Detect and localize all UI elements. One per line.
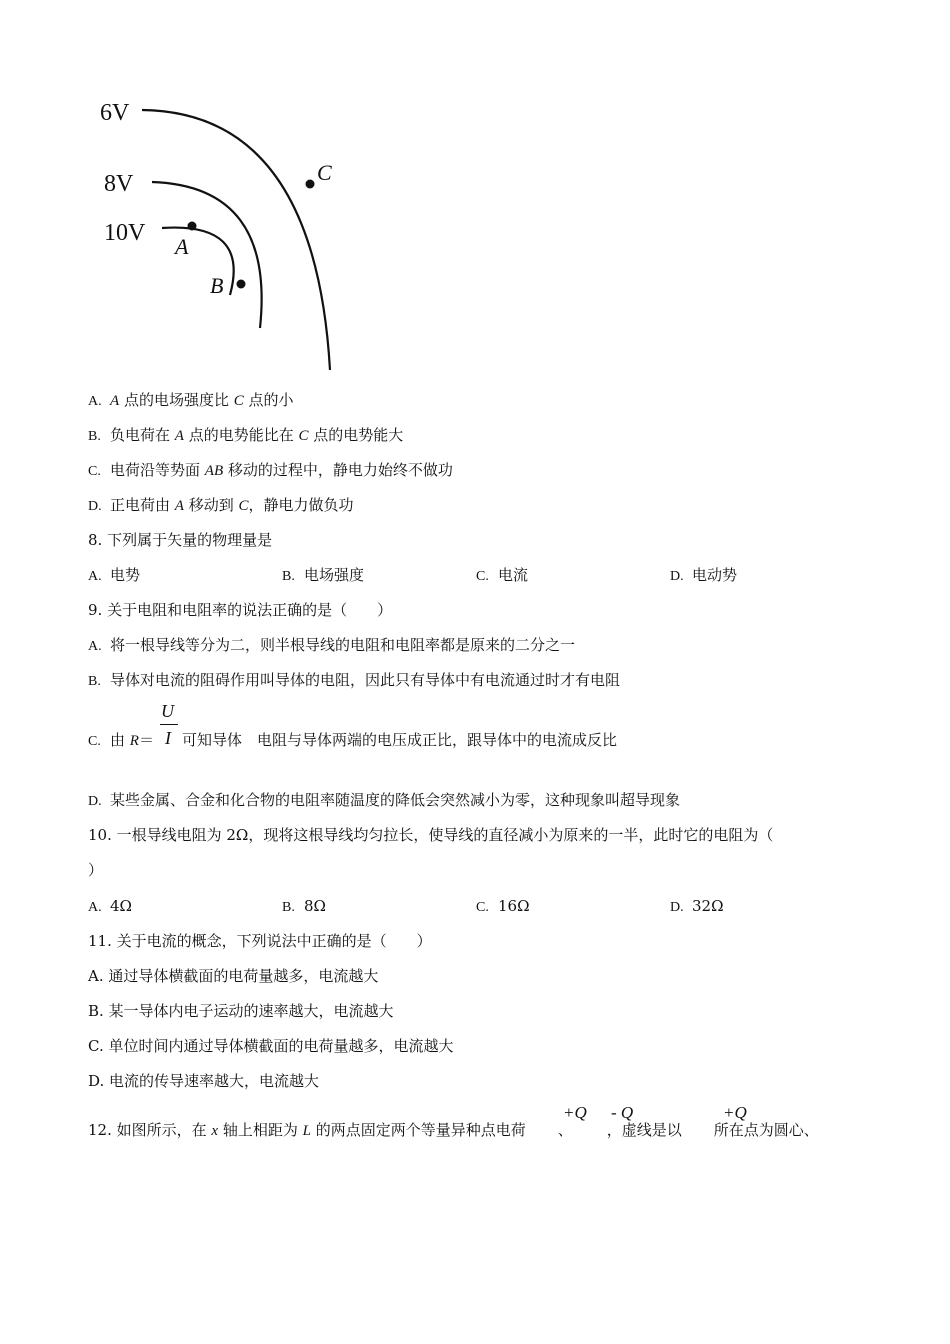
fraction-denominator: I	[165, 728, 171, 748]
var: AB	[204, 463, 224, 479]
q8-stem: 8. 下列属于矢量的物理量是	[88, 531, 273, 549]
option-label: B.	[282, 900, 295, 915]
text: 可知导体 电阻与导体两端的电压成正比，跟导体中的电流成反比	[181, 731, 617, 749]
option-label: C.	[88, 464, 101, 479]
option-text: 某些金属、合金和化合物的电阻率随温度的降低会突然减小为零，这种现象叫超导现象	[110, 791, 681, 809]
option-label: C.	[88, 734, 101, 749]
option-text: 16Ω	[498, 897, 530, 915]
text: 、	[557, 1121, 573, 1139]
text: 12. 如图所示，在	[88, 1121, 212, 1139]
option-text: 32Ω	[692, 897, 724, 915]
fraction-bar	[160, 724, 178, 725]
q10-option-d	[670, 896, 724, 918]
text: 由	[110, 731, 130, 749]
equals-sign: ＝	[138, 731, 154, 749]
text: 的两点固定两个等量异种点电荷	[310, 1121, 526, 1139]
arc-8v	[152, 182, 262, 328]
option-label: C.	[476, 569, 489, 584]
q9-stem: 9. 关于电阻和电阻率的说法正确的是（ ）	[88, 601, 393, 619]
text: 所在点为圆心、	[713, 1121, 819, 1139]
text: 负电荷在	[110, 426, 175, 444]
point-b	[237, 280, 246, 289]
point-a	[188, 222, 197, 231]
text: 轴上相距为	[218, 1121, 303, 1139]
text: 点的小	[243, 391, 294, 409]
text: 电荷沿等势面	[110, 461, 205, 479]
label-6v: 6V	[100, 100, 130, 126]
charge-plus-q-center: +Q	[723, 1103, 747, 1122]
q8-option-c	[476, 565, 528, 587]
q9-option-b	[88, 670, 620, 692]
charge-plus-q: +Q	[563, 1103, 587, 1122]
option-text: 4Ω	[110, 897, 132, 915]
text: 点的电场强度比	[119, 391, 234, 409]
option-text: 将一根导线等分为二，则半根导线的电阻和电阻率都是原来的二分之一	[110, 636, 576, 654]
text: 正电荷由	[110, 496, 175, 514]
q11-option-a: A. 通过导体横截面的电荷量越多，电流越大	[88, 967, 379, 985]
q8-option-d	[670, 565, 737, 587]
q7-option-b	[88, 425, 403, 447]
text: 移动到	[183, 496, 239, 514]
text: ，虚线是以	[606, 1121, 682, 1139]
q11-option-c: C. 单位时间内通过导体横截面的电荷量越多，电流越大	[88, 1037, 454, 1055]
var: C	[238, 498, 249, 514]
option-text: 电势	[110, 566, 141, 584]
option-label: D.	[670, 569, 684, 584]
var: A	[110, 393, 120, 409]
q11-option-b: B. 某一导体内电子运动的速率越大，电流越大	[88, 1002, 394, 1020]
fraction-numerator: U	[161, 701, 174, 721]
option-label: B.	[88, 429, 101, 444]
q8-option-b	[282, 565, 364, 587]
option-label: A.	[88, 900, 102, 915]
q10-option-c	[476, 896, 530, 918]
text: 点的电势能大	[308, 426, 404, 444]
option-label: D.	[670, 900, 684, 915]
option-text: 电场强度	[304, 566, 365, 584]
q12-stem	[88, 1120, 819, 1141]
text: 移动的过程中，静电力始终不做功	[223, 461, 453, 479]
q8-option-a	[88, 565, 140, 587]
option-label: D.	[88, 499, 102, 514]
option-label: A.	[88, 394, 102, 409]
q7-option-d	[88, 495, 354, 517]
option-label: A.	[88, 569, 102, 584]
var: A	[174, 428, 184, 444]
text: ，静电力做负功	[248, 496, 354, 514]
q7-option-c	[88, 460, 453, 482]
var: C	[298, 428, 309, 444]
var-r: R	[129, 733, 139, 749]
q11-option-d: D. 电流的传导速率越大，电流越大	[88, 1072, 320, 1090]
var: A	[174, 498, 184, 514]
option-label: D.	[88, 794, 102, 809]
option-label: B.	[282, 569, 295, 584]
var-x: x	[211, 1123, 219, 1139]
charge-minus-q: - Q	[611, 1103, 634, 1122]
option-label: C.	[476, 900, 489, 915]
option-text: 电动势	[692, 566, 738, 584]
option-text: 导体对电流的阻碍作用叫导体的电阻，因此只有导体中有电流通过时才有电阻	[110, 671, 621, 689]
q10-stem-cont: ）	[88, 861, 104, 879]
label-10v: 10V	[104, 220, 146, 246]
q9-option-a	[88, 635, 575, 657]
q10-option-a	[88, 896, 132, 918]
q7-option-a	[88, 390, 294, 412]
equipotential-diagram	[90, 90, 350, 380]
option-text: 8Ω	[304, 897, 326, 915]
option-label: B.	[88, 674, 101, 689]
point-c	[306, 180, 315, 189]
option-text: 电流	[498, 566, 529, 584]
q10-option-b	[282, 896, 326, 918]
option-label: A.	[88, 639, 102, 654]
var: C	[233, 393, 244, 409]
arc-6v	[142, 110, 330, 370]
q11-stem: 11. 关于电流的概念，下列说法中正确的是（ ）	[88, 932, 432, 950]
q10-stem: 10. 一根导线电阻为 2Ω，现将这根导线均匀拉长，使导线的直径减小为原来的一半，此时它的电阻为（	[88, 826, 774, 844]
q9-option-d	[88, 790, 680, 812]
label-8v: 8V	[104, 171, 134, 197]
var-l: L	[302, 1123, 311, 1139]
label-b: B	[210, 273, 224, 298]
label-c: C	[317, 160, 332, 185]
text: 点的电势能比在	[183, 426, 299, 444]
label-a: A	[175, 234, 189, 259]
